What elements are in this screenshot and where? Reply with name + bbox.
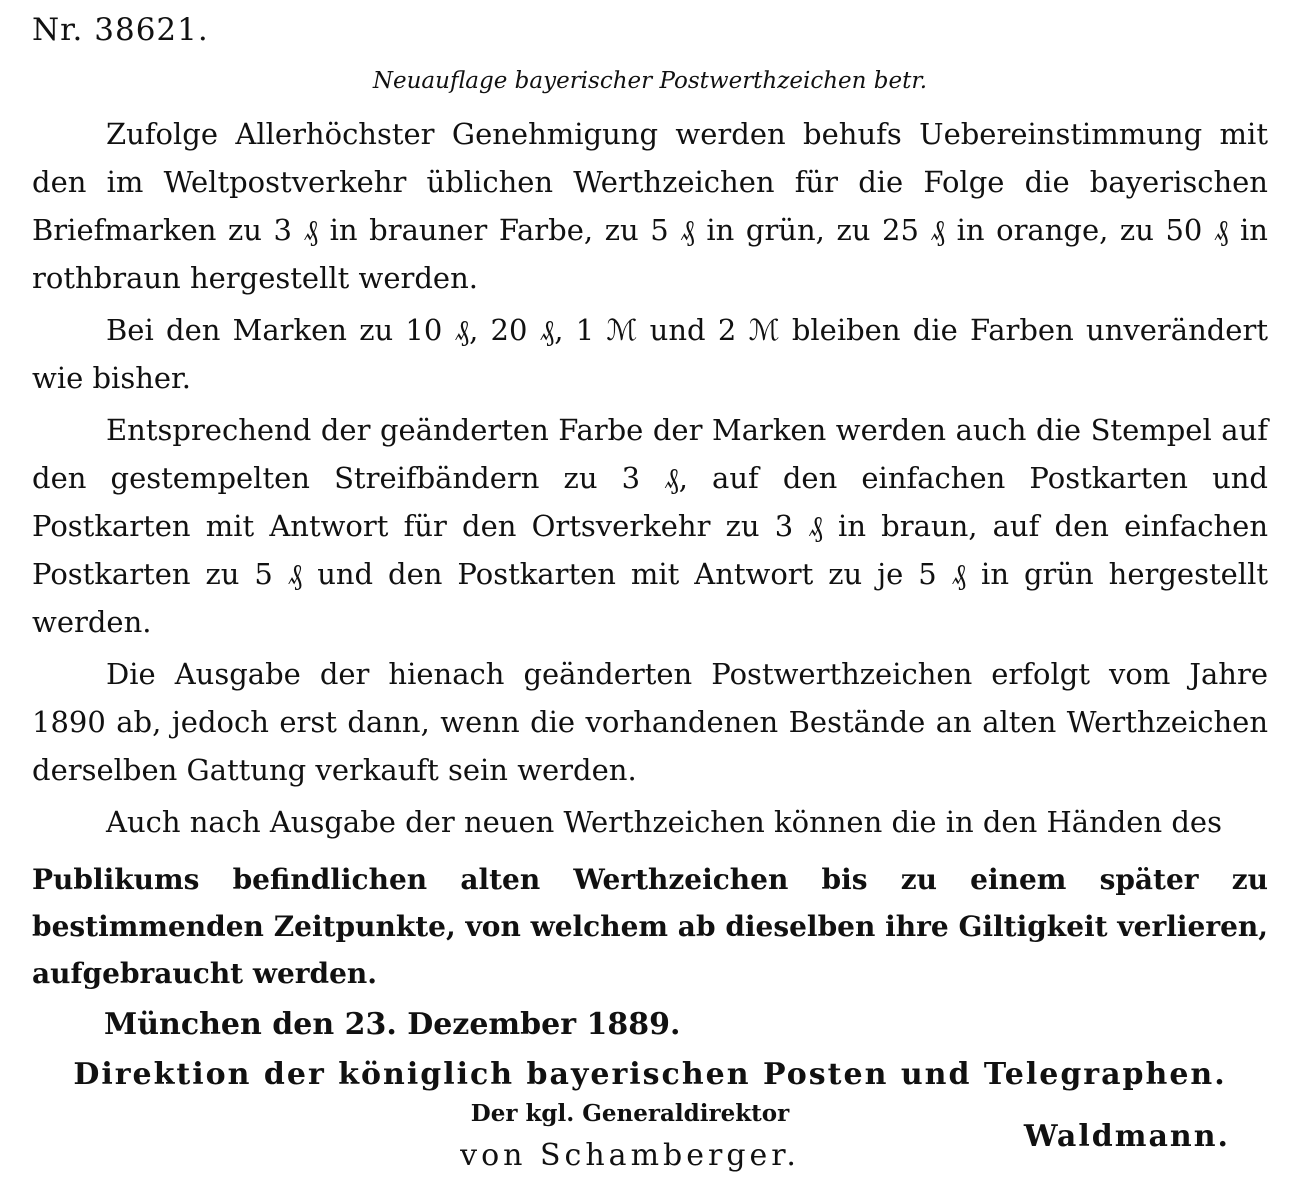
paragraph-old-stamps-intro: Auch nach Ausgabe der neuen Werthzeichen können die in den Händen des xyxy=(106,805,1222,839)
signatory-role: Der kgl. Generaldirektor xyxy=(470,1100,790,1127)
paragraph-issue-date: Die Ausgabe der hienach geänderten Postwerthzeichen erfolgt vom Jahre 1890 ab, jedoch erst dann, wenn die vorhandenen Bestände an alten Werthzeichen derselben Gattung verkauft sein werden. xyxy=(32,657,1268,787)
paragraph-stationery-stamps: Entsprechend der geänderten Farbe der Marken werden auch die Stempel auf den gestempelten Streifbändern zu 3 ₰, auf den einfachen Postkarten und Postkarten mit Antwort für den Ortsverkehr zu 3 ₰ in braun, auf den einfachen Postkarten zu 5 ₰ und den Postkarten mit Antwort zu je 5 ₰ in grün hergestellt werden. xyxy=(32,413,1268,639)
countersignature: Waldmann. xyxy=(1023,1119,1230,1154)
document-number: Nr. 38621. xyxy=(32,12,209,48)
paragraph-old-stamps-validity: Publikums befindlichen alten Werthzeichen bis zu einem später zu bestimmenden Zeitpunkte, von welchem ab dieselben ihre Giltigkeit verlieren, aufgebraucht werden. xyxy=(32,863,1268,990)
paragraph-unchanged-stamps: Bei den Marken zu 10 ₰, 20 ₰, 1 ℳ und 2 ℳ bleiben die Farben unverändert wie bisher. xyxy=(32,313,1268,395)
signatory-name: von Schamberger. xyxy=(460,1138,800,1173)
paragraph-color-change: Zufolge Allerhöchster Genehmigung werden behufs Uebereinstimmung mit den im Weltpostverkehr üblichen Werthzeichen für die Folge die bayerischen Briefmarken zu 3 ₰ in brauner Farbe, zu 5 ₰ in grün, zu 25 ₰ in orange, zu 50 ₰ in rothbraun hergestellt werden. xyxy=(32,117,1268,295)
document-subtitle: Neuauflage bayerischer Postwerthzeichen betr. xyxy=(372,68,928,94)
issuing-authority: Direktion der königlich bayerischen Posten und Telegraphen. xyxy=(73,1057,1227,1092)
dateline: München den 23. Dezember 1889. xyxy=(104,1007,681,1042)
